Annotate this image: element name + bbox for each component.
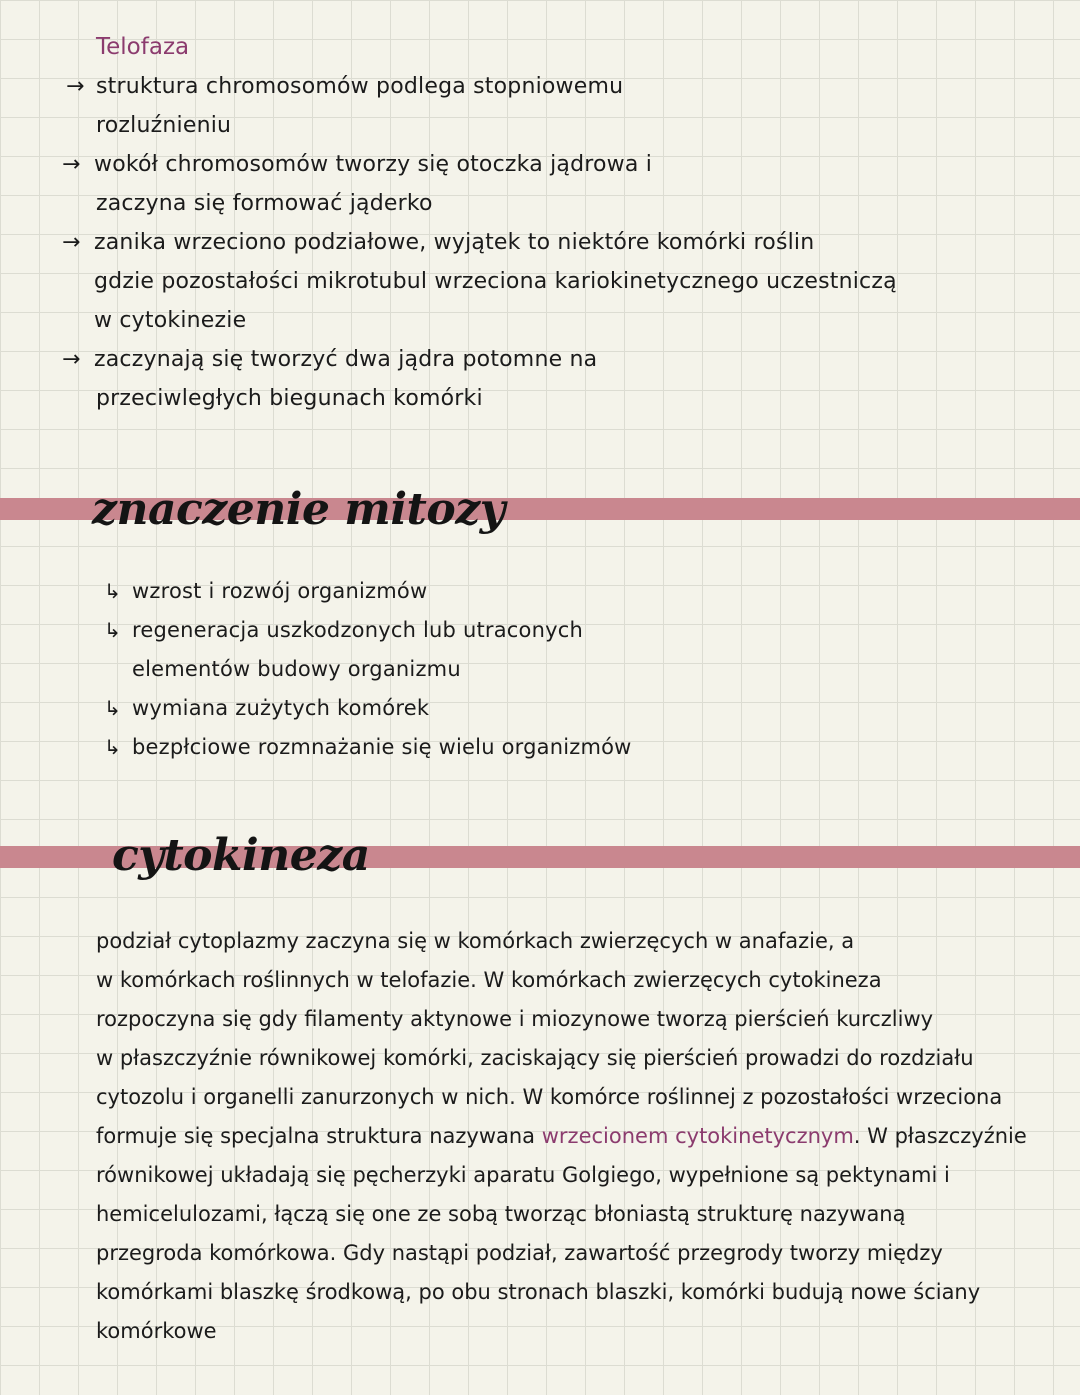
telofaza-item-1-line2: rozluźnieniu	[96, 113, 232, 138]
paragraph-line: w płaszczyźnie równikowej komórki, zaciskający się pierścień prowadzi do rozdziału	[96, 1046, 974, 1070]
telofaza-item-3-line1: zanika wrzeciono podziałowe, wyjątek to niektóre komórki roślin	[94, 230, 815, 255]
paragraph-line: równikowej układają się pęcherzyki aparatu Golgiego, wypełnione są pektynami i	[96, 1163, 950, 1187]
telofaza-item-3-line3: w cytokinezie	[94, 308, 247, 333]
arrow-icon: →	[62, 152, 81, 177]
hook-arrow-icon: ↳	[104, 696, 121, 720]
telofaza-item-4-line1: zaczynają się tworzyć dwa jądra potomne na	[94, 347, 598, 372]
section-title-telofaza: Telofaza	[96, 34, 190, 60]
paragraph-line: podział cytoplazmy zaczyna się w komórkach zwierzęcych w anafazie, a	[96, 929, 855, 953]
paragraph-line-with-term	[96, 1117, 1027, 1156]
znaczenie-item-2-line2: elementów budowy organizmu	[132, 657, 461, 681]
hook-arrow-icon: ↳	[104, 735, 121, 759]
paragraph-text: formuje się specjalna struktura nazywana	[96, 1124, 536, 1148]
znaczenie-item-4: bezpłciowe rozmnażanie się wielu organizmów	[132, 735, 632, 759]
highlighted-term: wrzecionem cytokinetycznym	[541, 1124, 854, 1148]
telofaza-item-2-line1: wokół chromosomów tworzy się otoczka jądrowa i	[94, 152, 653, 177]
telofaza-item-4-line2: przeciwległych biegunach komórki	[96, 386, 483, 411]
znaczenie-item-2-line1: regeneracja uszkodzonych lub utraconych	[132, 618, 583, 642]
hook-arrow-icon: ↳	[104, 618, 121, 642]
paragraph-text: . W płaszczyźnie	[853, 1124, 1027, 1148]
paragraph-line: przegroda komórkowa. Gdy nastąpi podział, zawartość przegrody tworzy między	[96, 1241, 943, 1265]
telofaza-item-1-line1: struktura chromosomów podlega stopniowemu	[96, 74, 624, 99]
telofaza-item-3-line2: gdzie pozostałości mikrotubul wrzeciona kariokinetycznego uczestniczą	[94, 269, 897, 294]
paragraph-line: cytozolu i organelli zanurzonych w nich. W komórce roślinnej z pozostałości wrzeciona	[96, 1085, 1003, 1109]
paragraph-line: hemicelulozami, łączą się one ze sobą tworząc błoniastą strukturę nazywaną	[96, 1202, 906, 1226]
arrow-icon: →	[66, 74, 85, 99]
telofaza-item-2-line2: zaczyna się formować jąderko	[96, 191, 433, 216]
znaczenie-item-3: wymiana zużytych komórek	[132, 696, 430, 720]
hook-arrow-icon: ↳	[104, 579, 121, 603]
znaczenie-item-1: wzrost i rozwój organizmów	[132, 579, 428, 603]
paragraph-line: rozpoczyna się gdy filamenty aktynowe i miozynowe tworzą pierścień kurczliwy	[96, 1007, 934, 1031]
paragraph-line: komórkami blaszkę środkową, po obu stronach blaszki, komórki budują nowe ściany	[96, 1280, 981, 1304]
heading-cytokineza: cytokineza	[112, 830, 370, 881]
paragraph-line: komórkowe	[96, 1319, 217, 1343]
paragraph-line: w komórkach roślinnych w telofazie. W komórkach zwierzęcych cytokineza	[96, 968, 882, 992]
cytokineza-paragraph	[96, 922, 1027, 1351]
arrow-icon: →	[62, 347, 81, 372]
heading-znaczenie-mitozy: znaczenie mitozy	[92, 484, 505, 535]
arrow-icon: →	[62, 230, 81, 255]
